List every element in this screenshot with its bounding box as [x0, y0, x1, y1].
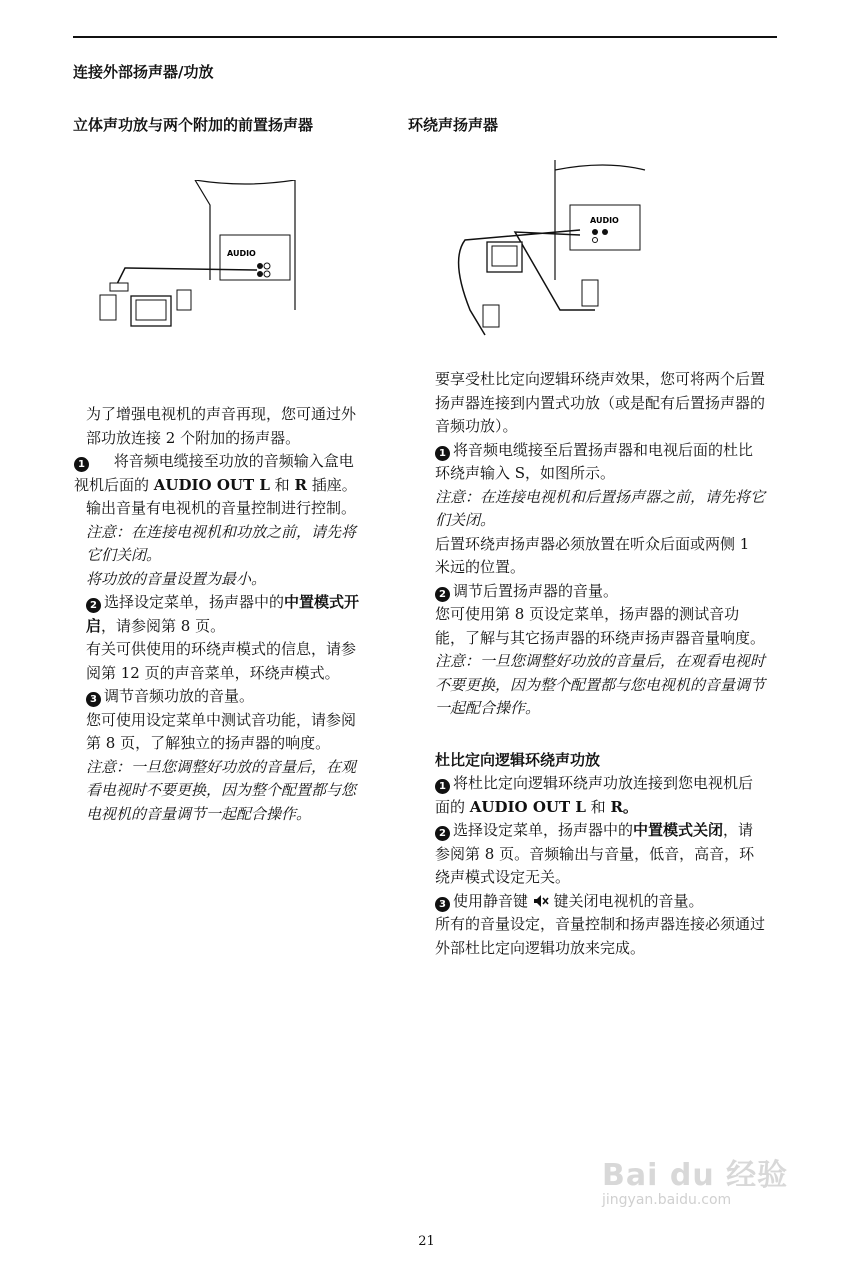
- baidu-watermark: [602, 1150, 788, 1208]
- right-intro: 要享受杜比定向逻辑环绕声效果，您可将两个后置扬声器连接到内置式功放（或是配有后置扬声器的音频功放）。: [435, 370, 766, 435]
- right-heading: 环绕声扬声器: [408, 116, 499, 134]
- step-2-icon: 2: [86, 598, 101, 613]
- step-1-icon: 1: [74, 457, 89, 472]
- left-intro: 为了增强电视机的声音再现，您可通过外部功放连接 2 个附加的扬声器。: [86, 405, 357, 447]
- left-heading: 立体声功放与两个附加的前置扬声器: [73, 116, 314, 134]
- step-3-icon: 3: [86, 692, 101, 707]
- left-note-1: 注意：在连接电视机和功放之前，请先将它们关闭。: [86, 522, 357, 564]
- left-figure-label: AUDIO: [227, 249, 256, 258]
- surround-connection-figure: [445, 160, 660, 345]
- watermark-url: jingyan.baidu.com: [602, 1192, 732, 1208]
- left-step3: 3 调节音频功放的音量。: [86, 685, 368, 709]
- left-test-text: 您可使用设定菜单中测试音功能，请参阅第 8 页，了解独立的扬声器的响度。: [86, 710, 357, 752]
- right-s3: 3 使用静音键 键关闭电视机的音量。: [435, 890, 765, 914]
- left-note-2: 将功放的音量设置为最小。: [86, 569, 267, 588]
- right-s1: 1 将杜比定向逻辑环绕声功放连接到您电视机后面的 AUDIO OUT L 和 R。: [435, 774, 754, 816]
- right-final-text: 所有的音量设定，音量控制和扬声器连接必须通过外部杜比定向逻辑功放来完成。: [435, 915, 766, 957]
- mute-icon: [533, 894, 549, 908]
- left-step1: 1 将音频电缆接至功放的音频输入盒电视机后面的 AUDIO OUT L 和 R 插座。: [74, 452, 357, 494]
- right-note-2: 注意：一旦您调整好功放的音量后，在观看电视时不要更换，因为整个配置都与您电视机的音量调节一起配合操作。: [435, 652, 766, 717]
- left-column: [74, 403, 368, 826]
- step-3-icon: 3: [435, 897, 450, 912]
- left-note-3: 注意：一旦您调整好功放的音量后，在观看电视时不要更换，因为整个配置都与您电视机的音量调节一起配合操作。: [86, 757, 357, 823]
- page-title: 连接外部扬声器/功放: [73, 63, 214, 81]
- right-placement-text: 后置环绕声扬声器必须放置在听众后面或两侧 1 米远的位置。: [435, 534, 750, 576]
- right-test-text: 您可使用第 8 页设定菜单，扬声器的测试音功能，了解与其它扬声器的环绕声扬声器音量响度。: [435, 605, 766, 647]
- step-2-icon: 2: [435, 587, 450, 602]
- right-subheading: 杜比定向逻辑环绕声功放: [435, 750, 601, 769]
- right-s2: 2 选择设定菜单，扬声器中的中置模式关闭，请参阅第 8 页。音频输出与音量，低音，高音，环绕声模式设定无关。: [435, 821, 755, 886]
- right-figure-label: AUDIO: [590, 216, 619, 225]
- page-number: 21: [418, 1234, 435, 1249]
- step-1-icon: 1: [435, 779, 450, 794]
- right-column: [435, 368, 765, 960]
- amplifier-connection-figure: [95, 180, 305, 330]
- step-2-icon: 2: [435, 826, 450, 841]
- right-note-1: 注意：在连接电视机和后置扬声器之前，请先将它们关闭。: [435, 487, 766, 529]
- right-step2: 2 调节后置扬声器的音量。: [435, 580, 765, 604]
- step-1-icon: 1: [435, 446, 450, 461]
- right-step1: 1 将音频电缆接至后置扬声器和电视后面的杜比环绕声输入 S，如图所示。: [435, 440, 754, 482]
- left-output-text: 输出音量有电视机的音量控制进行控制。: [86, 499, 357, 517]
- left-surround-info: 有关可供使用的环绕声模式的信息，请参阅第 12 页的声音菜单，环绕声模式。: [86, 640, 357, 682]
- watermark-brand: Bai du 经验: [602, 1158, 789, 1193]
- top-rule: [73, 36, 777, 38]
- left-step2: 2 选择设定菜单，扬声器中的中置模式开启，请参阅第 8 页。: [86, 593, 360, 635]
